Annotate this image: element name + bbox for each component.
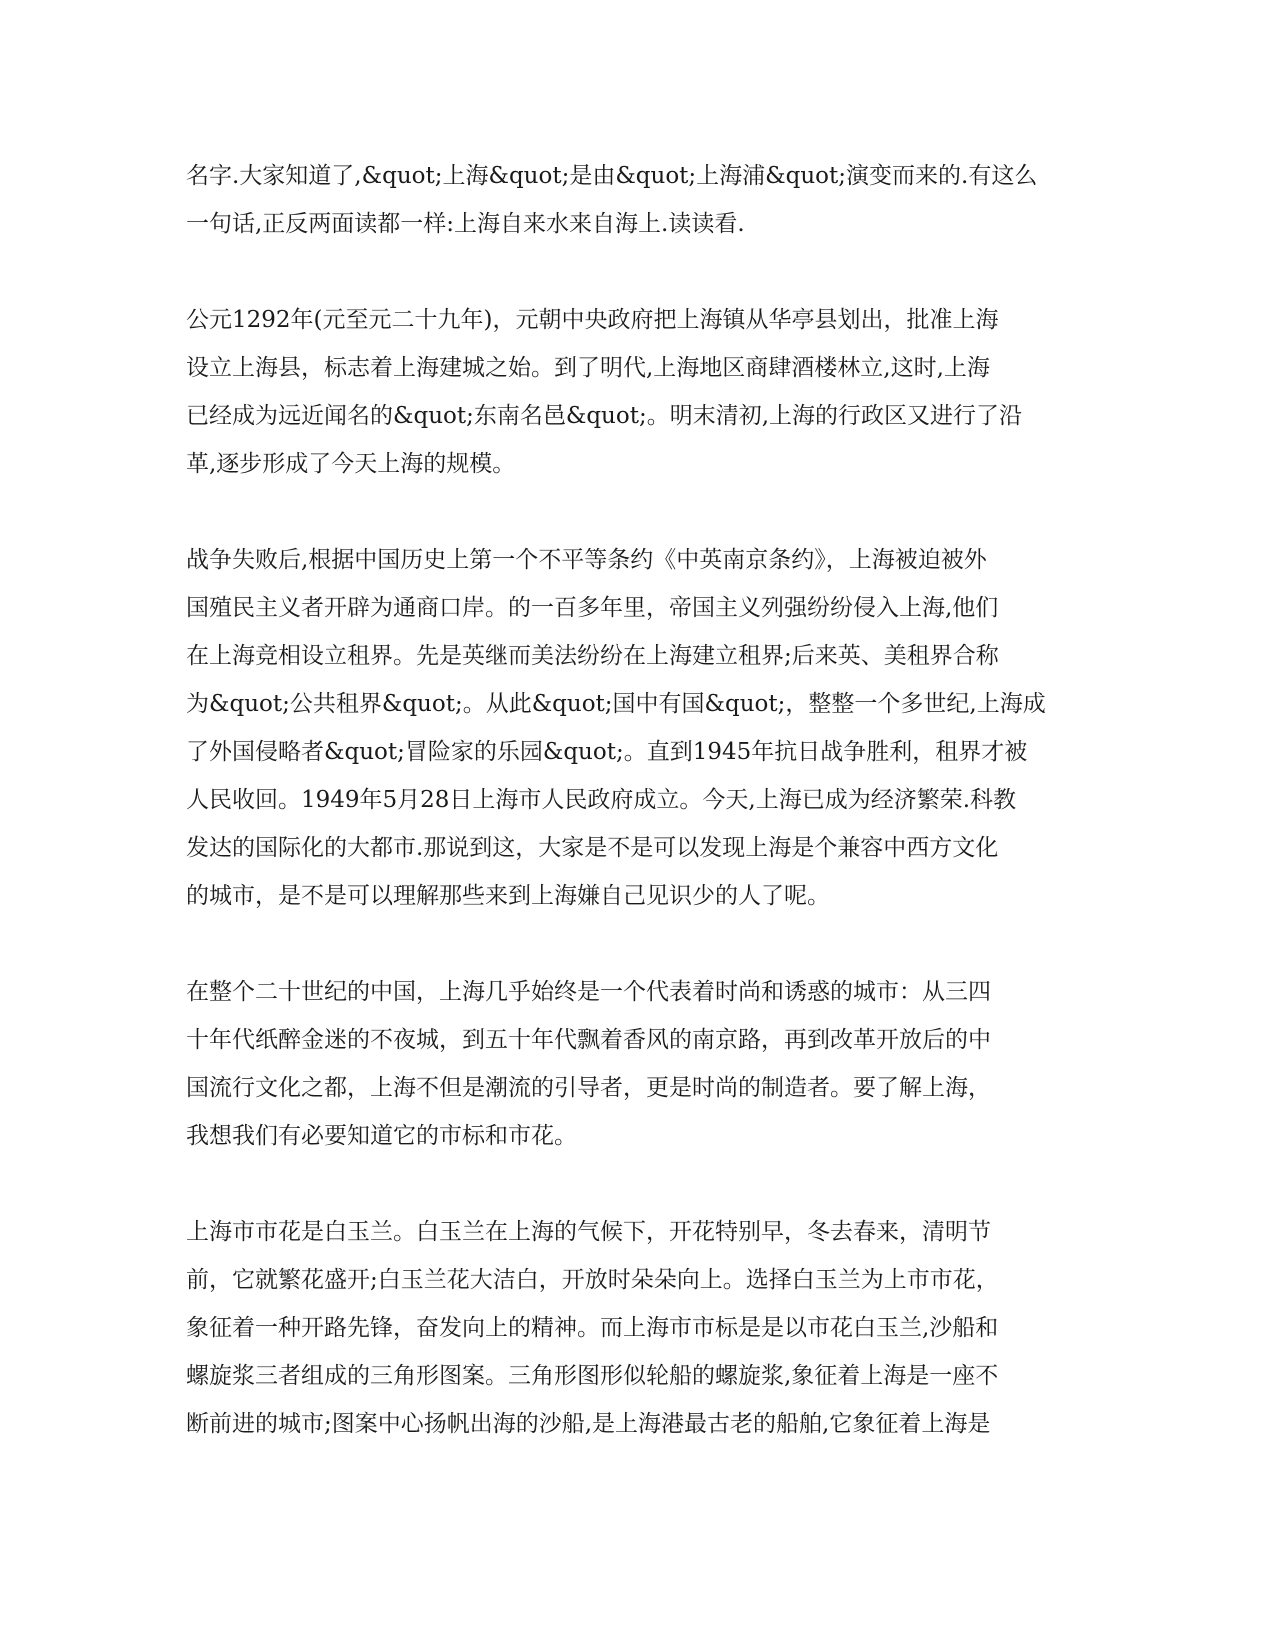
- paragraph-spacer: [186, 488, 1066, 536]
- text-line: 国殖民主义者开辟为通商口岸。的一百多年里，帝国主义列强纷纷侵入上海,他们: [186, 595, 999, 621]
- text-line: 一句话,正反两面读都一样:上海自来水来自海上.读读看.: [186, 211, 745, 237]
- text-line: 上海市市花是白玉兰。白玉兰在上海的气候下，开花特别早，冬去春来，清明节: [186, 1219, 991, 1245]
- text-line: 名字.大家知道了,&quot;上海&quot;是由&quot;上海浦&quot;演变而来的.有这么: [186, 163, 1038, 189]
- text-line: 的城市，是不是可以理解那些来到上海嫌自己见识少的人了呢。: [186, 883, 830, 909]
- text-line: 我想我们有必要知道它的市标和市花。: [186, 1123, 577, 1149]
- text-line: 了外国侵略者&quot;冒险家的乐园&quot;。直到1945年抗日战争胜利，租界才被: [186, 739, 1028, 765]
- text-line: 发达的国际化的大都市.那说到这，大家是不是可以发现上海是个兼容中西方文化: [186, 835, 999, 861]
- document-body: [186, 152, 1066, 1448]
- text-line: 断前进的城市;图案中心扬帆出海的沙船,是上海港最古老的船舶,它象征着上海是: [186, 1411, 991, 1437]
- paragraph-spacer: [186, 248, 1066, 296]
- paragraph: [186, 968, 1066, 1160]
- text-line: 螺旋浆三者组成的三角形图案。三角形图形似轮船的螺旋浆,象征着上海是一座不: [186, 1363, 999, 1389]
- text-line: 在整个二十世纪的中国，上海几乎始终是一个代表着时尚和诱惑的城市：从三四: [186, 979, 991, 1005]
- text-line: 公元1292年(元至元二十九年)，元朝中央政府把上海镇从华亭县划出，批准上海: [186, 307, 999, 333]
- text-line: 革,逐步形成了今天上海的规模。: [186, 451, 516, 477]
- text-line: 设立上海县，标志着上海建城之始。到了明代,上海地区商肆酒楼林立,这时,上海: [186, 355, 990, 381]
- text-line: 战争失败后,根据中国历史上第一个不平等条约《中英南京条约》，上海被迫被外: [186, 547, 987, 573]
- text-line: 象征着一种开路先锋，奋发向上的精神。而上海市市标是是以市花白玉兰,沙船和: [186, 1315, 999, 1341]
- text-line: 为&quot;公共租界&quot;。从此&quot;国中有国&quot;，整整一个多世纪,上海成: [186, 691, 1046, 717]
- text-line: 人民收回。1949年5月28日上海市人民政府成立。今天,上海已成为经济繁荣.科教: [186, 787, 1017, 813]
- paragraph-spacer: [186, 920, 1066, 968]
- text-line: 国流行文化之都，上海不但是潮流的引导者，更是时尚的制造者。要了解上海，: [186, 1075, 991, 1101]
- paragraph: [186, 296, 1066, 488]
- text-line: 已经成为远近闻名的&quot;东南名邑&quot;。明末清初,上海的行政区又进行了沿: [186, 403, 1023, 429]
- text-line: 十年代纸醉金迷的不夜城，到五十年代飘着香风的南京路，再到改革开放后的中: [186, 1027, 991, 1053]
- text-line: 在上海竞相设立租界。先是英继而美法纷纷在上海建立租界;后来英、美租界合称: [186, 643, 999, 669]
- paragraph-spacer: [186, 1160, 1066, 1208]
- text-line: 前，它就繁花盛开;白玉兰花大洁白，开放时朵朵向上。选择白玉兰为上市市花，: [186, 1267, 999, 1293]
- paragraph: [186, 1208, 1066, 1448]
- paragraph: [186, 152, 1066, 248]
- paragraph: [186, 536, 1066, 920]
